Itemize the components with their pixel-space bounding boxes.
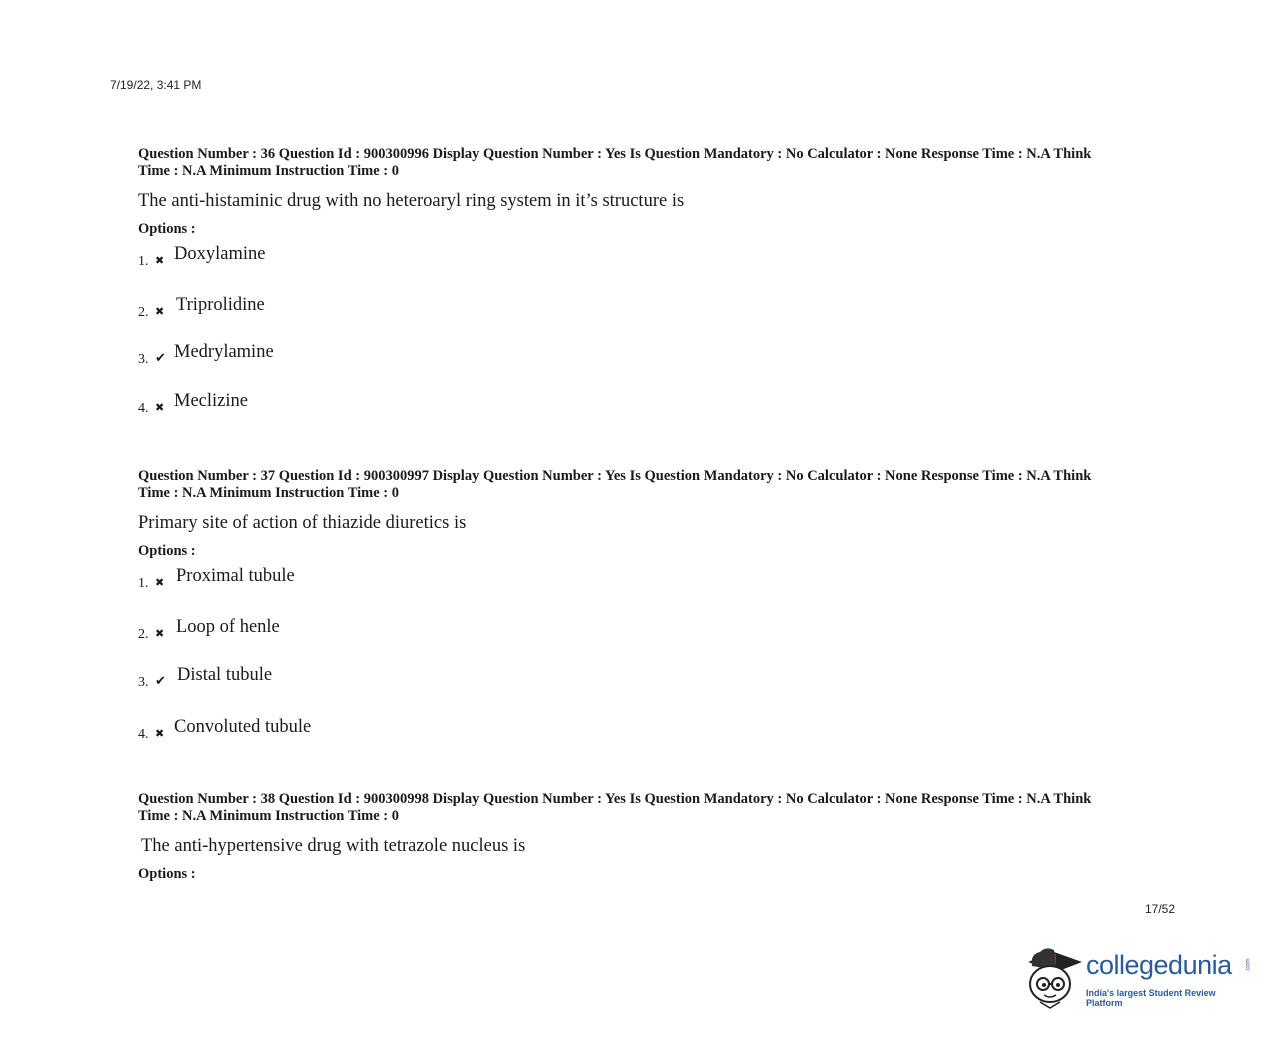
option-text: Proximal tubule [176, 566, 295, 586]
option-number: 3. [138, 675, 149, 690]
logo-wordmark: collegedunia [1086, 950, 1232, 980]
option-text: Convoluted tubule [174, 717, 312, 737]
question-meta-line1: Question Number : 37 Question Id : 900300997 Display Question Number : Yes Is Question Mandatory : No Calculator : None Response Time : N.A Think [138, 468, 1092, 484]
question-meta [138, 468, 1148, 502]
cross-icon: ✖ [155, 627, 165, 640]
option-text: Loop of henle [176, 617, 280, 637]
options-label: Options : [138, 221, 196, 237]
option-number: 1. [138, 576, 149, 591]
question-meta-line2: Time : N.A Minimum Instruction Time : 0 [138, 808, 400, 824]
option-text: Triprolidine [176, 295, 265, 315]
logo-tagline: India's largest Student Review Platform [1086, 988, 1216, 1008]
cross-icon: ✖ [155, 727, 165, 740]
cross-icon: ✖ [155, 576, 165, 589]
option-text: Doxylamine [174, 244, 266, 264]
option-number: 2. [138, 627, 149, 642]
question-text: Primary site of action of thiazide diuretics is [138, 513, 467, 533]
question-meta-line2: Time : N.A Minimum Instruction Time : 0 [138, 485, 400, 501]
question-text: The anti-histaminic drug with no heteroaryl ring system in it’s structure is [138, 191, 685, 211]
question-36 [138, 146, 1148, 428]
question-text: The anti-hypertensive drug with tetrazole nucleus is [141, 836, 526, 856]
cross-icon: ✖ [155, 254, 165, 267]
logo-dotcom: .com [1245, 958, 1252, 972]
option-number: 4. [138, 727, 149, 742]
options-label: Options : [138, 543, 196, 559]
option-text: Medrylamine [174, 342, 274, 362]
cross-icon: ✖ [155, 401, 165, 414]
check-icon: ✔ [155, 674, 166, 689]
page-number: 17/52 [1145, 902, 1176, 916]
option-number: 4. [138, 401, 149, 416]
timestamp: 7/19/22, 3:41 PM [110, 78, 202, 92]
option-number: 1. [138, 254, 149, 269]
question-meta [138, 146, 1148, 180]
question-meta [138, 791, 1148, 825]
question-38 [138, 791, 1148, 883]
question-meta-line1: Question Number : 36 Question Id : 900300996 Display Question Number : Yes Is Question Mandatory : No Calculator : None Response Time : N.A Think [138, 146, 1092, 162]
option-text: Meclizine [174, 391, 248, 411]
collegedunia-logo [1024, 940, 1254, 1010]
option-number: 2. [138, 305, 149, 320]
question-meta-line2: Time : N.A Minimum Instruction Time : 0 [138, 163, 400, 179]
question-meta-line1: Question Number : 38 Question Id : 900300998 Display Question Number : Yes Is Question Mandatory : No Calculator : None Response Time : N.A Think [138, 791, 1092, 807]
question-37 [138, 468, 1148, 750]
option-number: 3. [138, 352, 149, 367]
cross-icon: ✖ [155, 305, 165, 318]
check-icon: ✔ [155, 351, 166, 366]
options-label: Options : [138, 866, 196, 882]
option-text: Distal tubule [177, 665, 273, 685]
mascot-icon [1024, 940, 1086, 1010]
